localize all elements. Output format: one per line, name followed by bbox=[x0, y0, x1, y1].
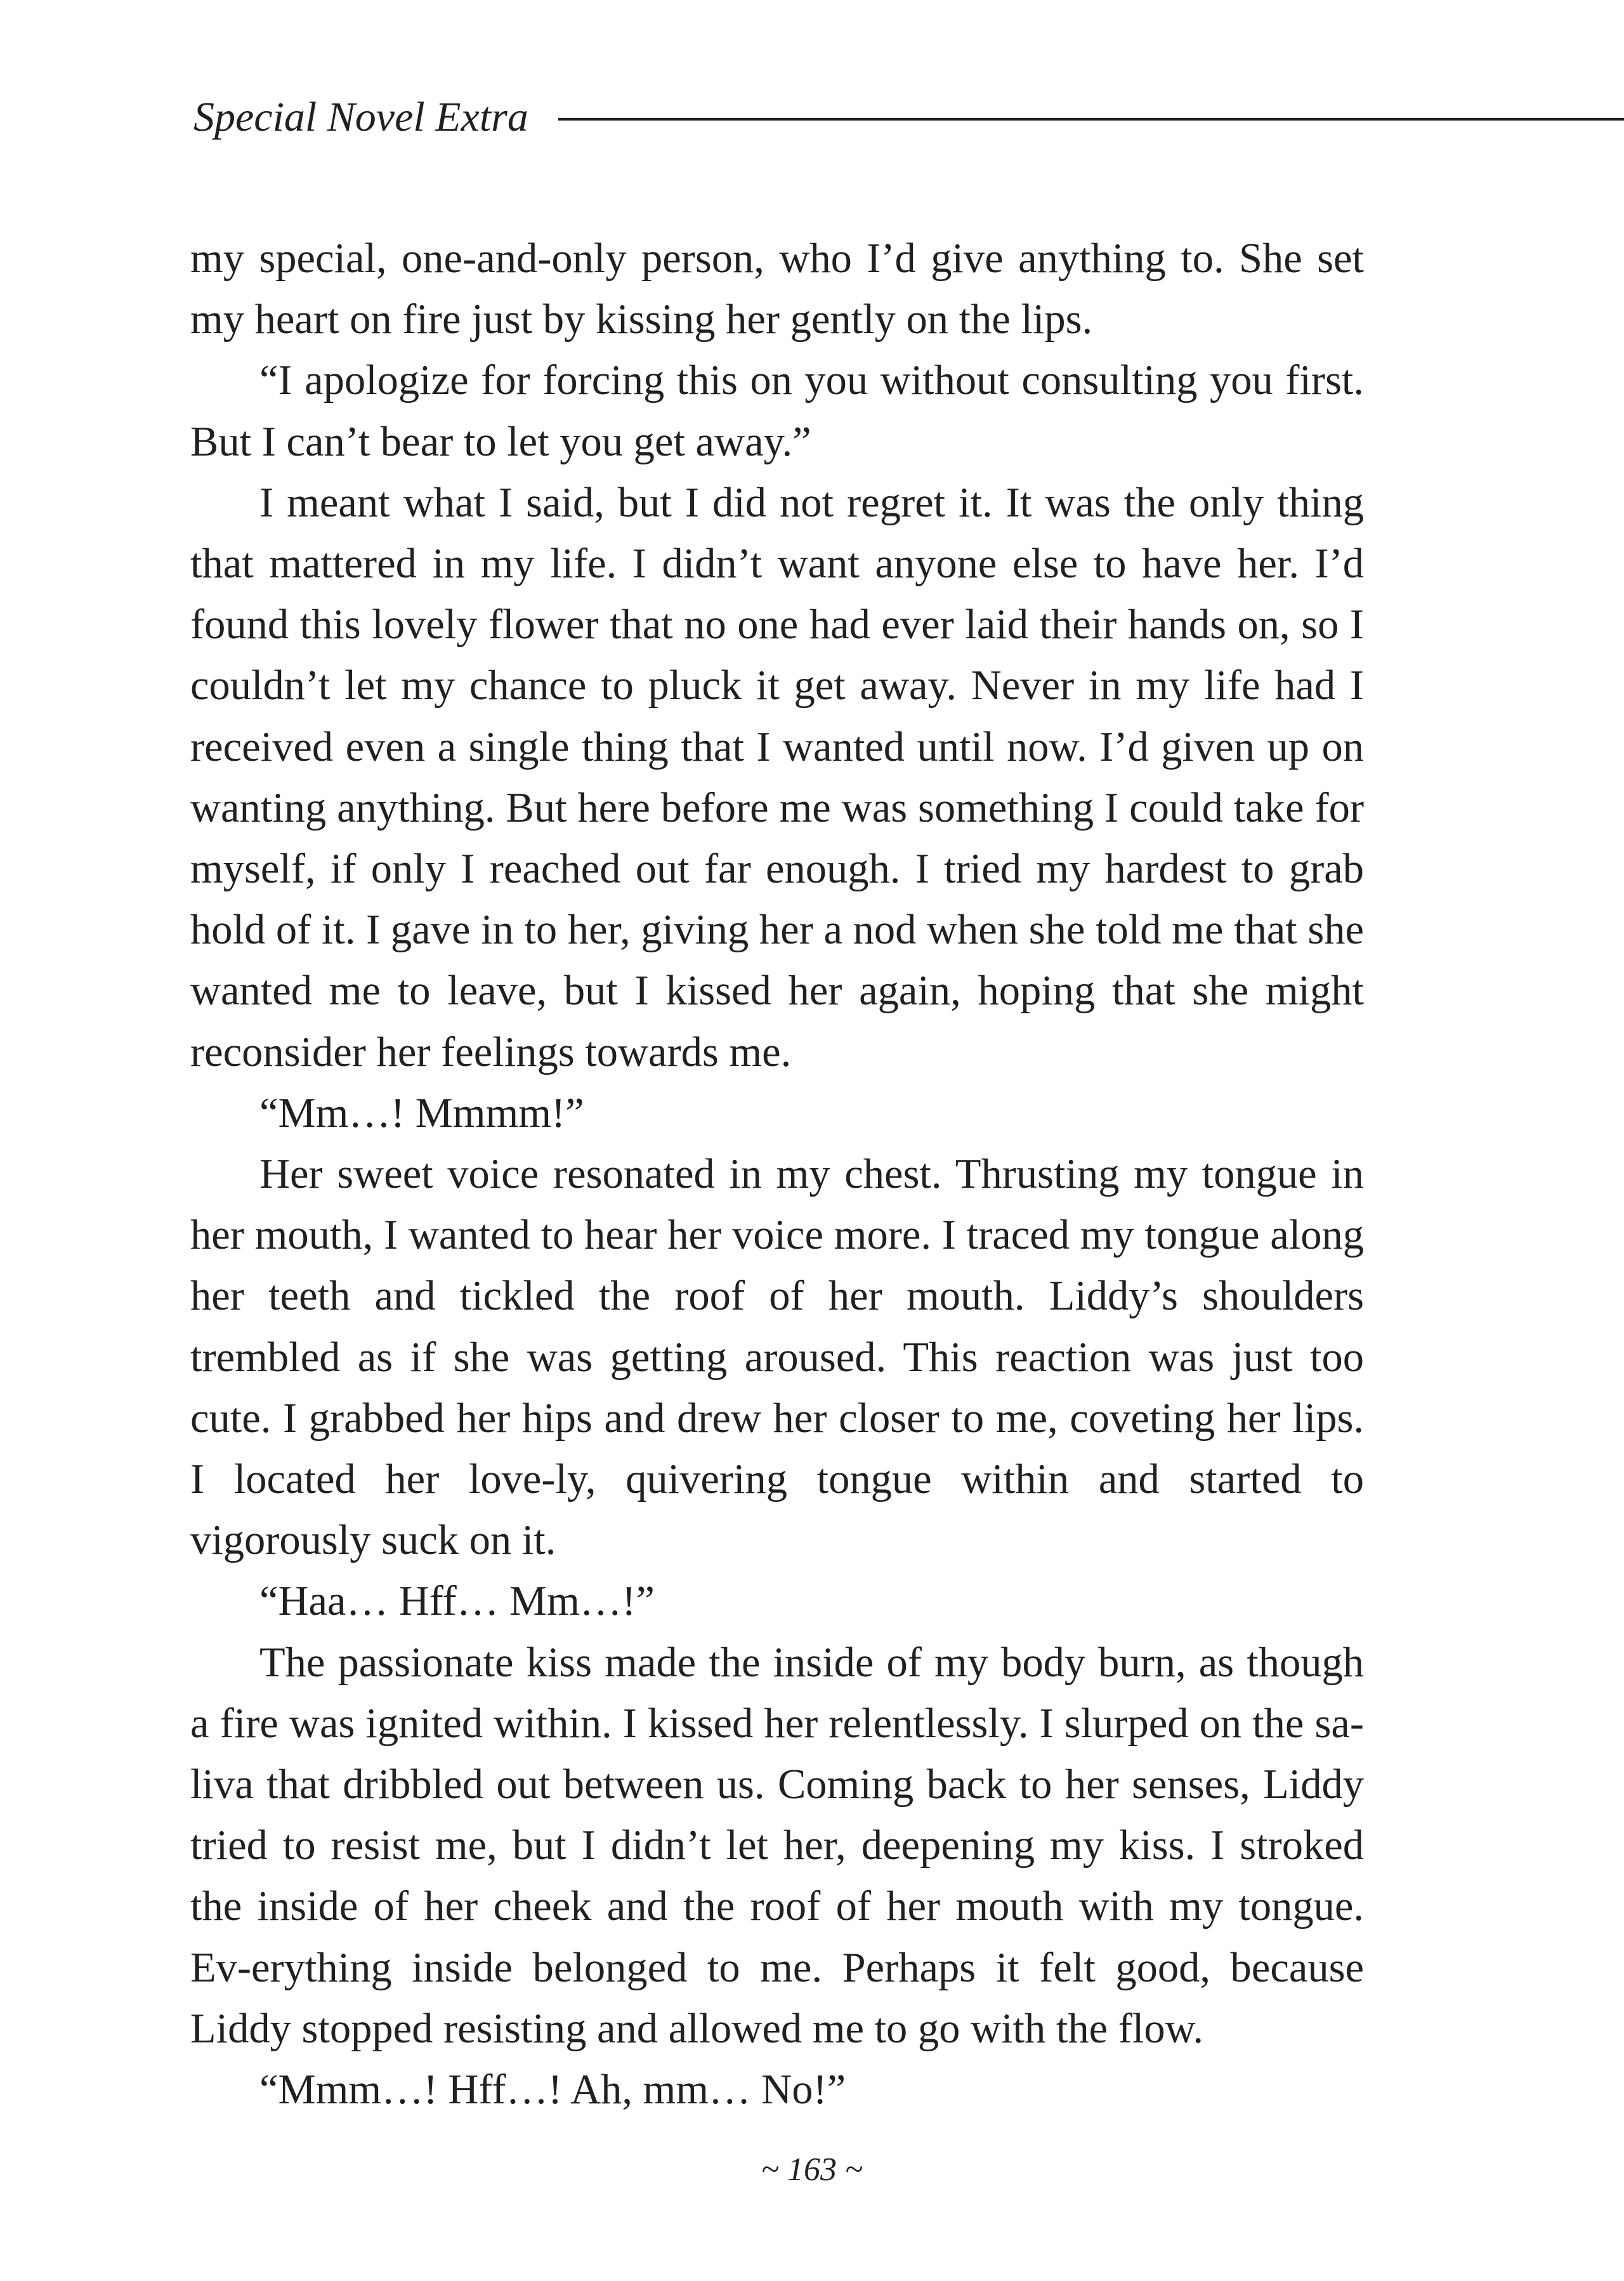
running-head: Special Novel Extra bbox=[193, 94, 528, 140]
header-rule bbox=[558, 118, 1624, 121]
paragraph: “Haa… Hff… Mm…!” bbox=[259, 1578, 655, 1625]
body-text bbox=[190, 228, 1364, 2120]
page-number: ~ 163 ~ bbox=[761, 2152, 863, 2188]
paragraph: my special, one-and-only person, who I’d give anything to. She set my heart on fire just by kissing her gently on the lips. bbox=[190, 235, 1364, 343]
paragraph: “I apologize for forcing this on you without consulting you first. But I can’t bear to let you get away.” bbox=[190, 357, 1364, 465]
paragraph: The passionate kiss made the inside of my body burn, as though a fire was ignited within. I kissed her relentlessly. I slurped on the sa-liva that dribbled out between us. Coming back to her senses, Liddy tried to resist me, but I didn’t let her, deepening my kiss. I stroked the inside of her cheek and the roof of her mouth with my tongue. Ev-erything inside belonged to me. Perhaps it felt good, because Liddy stopped resisting and allowed me to go with the flow. bbox=[190, 1639, 1364, 2052]
paragraph: “Mm…! Mmmm!” bbox=[259, 1089, 584, 1136]
paragraph: Her sweet voice resonated in my chest. Thrusting my tongue in her mouth, I wanted to hear her voice more. I traced my tongue along her teeth and tickled the roof of her mouth. Liddy’s shoulders trembled as if she was getting aroused. This reaction was just too cute. I grabbed her hips and drew her closer to me, coveting her lips. I located her love-ly, quivering tongue within and started to vigorously suck on it. bbox=[190, 1151, 1364, 1564]
paragraph: I meant what I said, but I did not regret it. It was the only thing that mattered in my life. I didn’t want anyone else to have her. I’d found this lovely flower that no one had ever laid their hands on, so I couldn’t let my chance to pluck it get away. Never in my life had I received even a single thing that I wanted until now. I’d given up on wanting anything. But here before me was something I could take for myself, if only I reached out far enough. I tried my hardest to grab hold of it. I gave in to her, giving her a nod when she told me that she wanted me to leave, but I kissed her again, hoping that she might reconsider her feelings towards me. bbox=[190, 479, 1364, 1075]
paragraph: “Mmm…! Hff…! Ah, mm… No!” bbox=[259, 2067, 846, 2113]
page-header bbox=[0, 82, 1624, 152]
